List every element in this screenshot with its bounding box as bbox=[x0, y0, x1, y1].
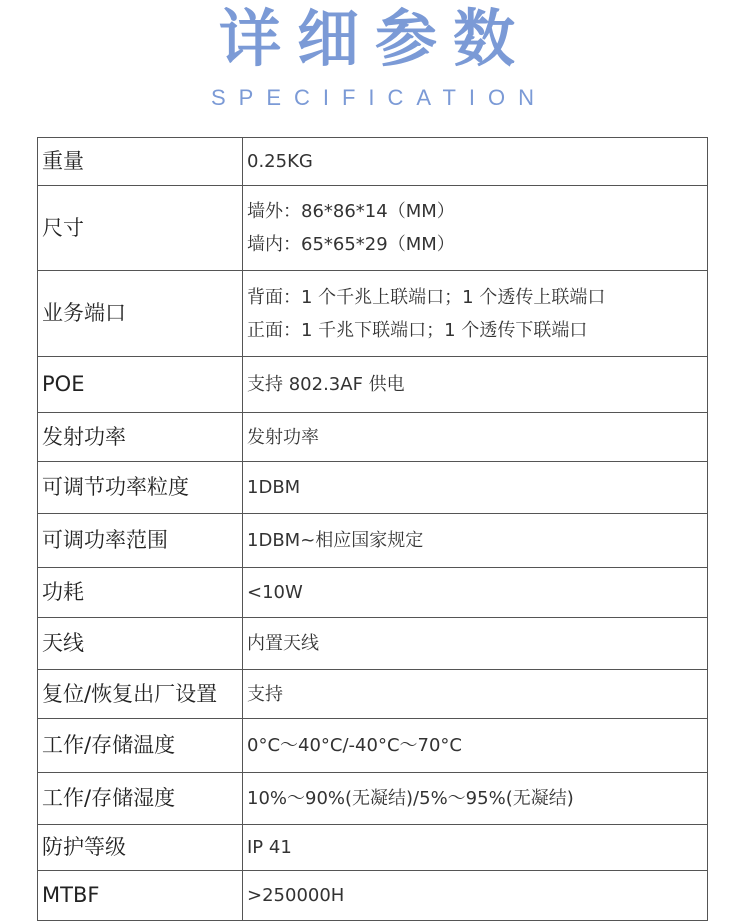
row-label: 工作/存储湿度 bbox=[38, 773, 243, 825]
row-value bbox=[243, 186, 708, 271]
row-label: 尺寸 bbox=[38, 186, 243, 271]
value-line: 10%～90%(无凝结)/5%～95%(无凝结) bbox=[247, 788, 574, 809]
row-value bbox=[243, 871, 708, 921]
row-label: 业务端口 bbox=[38, 271, 243, 357]
value-line: 1DBM bbox=[247, 477, 301, 498]
row-label: POE bbox=[38, 357, 243, 413]
table-row bbox=[38, 462, 708, 514]
value-line: 正面：1 千兆下联端口；1 个透传下联端口 bbox=[247, 319, 588, 341]
table-row bbox=[38, 138, 708, 186]
row-label: 天线 bbox=[38, 618, 243, 670]
value-line: 背面：1 个千兆上联端口；1 个透传上联端口 bbox=[247, 286, 606, 308]
table-row bbox=[38, 186, 708, 271]
table-row bbox=[38, 618, 708, 670]
value-line: 0.25KG bbox=[247, 151, 313, 172]
row-label: 防护等级 bbox=[38, 825, 243, 871]
value-line: 支持 bbox=[247, 683, 283, 705]
table-row bbox=[38, 871, 708, 921]
row-value bbox=[243, 271, 708, 357]
table-row bbox=[38, 357, 708, 413]
spec-table bbox=[37, 137, 708, 921]
table-row bbox=[38, 670, 708, 719]
row-value bbox=[243, 568, 708, 618]
row-label: 重量 bbox=[38, 138, 243, 186]
value-line: 1DBM~相应国家规定 bbox=[247, 530, 424, 551]
row-label: 可调功率范围 bbox=[38, 514, 243, 568]
row-value bbox=[243, 719, 708, 773]
table-row bbox=[38, 773, 708, 825]
row-value bbox=[243, 357, 708, 413]
table-row bbox=[38, 825, 708, 871]
row-label: 工作/存储温度 bbox=[38, 719, 243, 773]
value-line: 发射功率 bbox=[247, 426, 319, 448]
row-value bbox=[243, 825, 708, 871]
value-line: 墙外：86*86*14（MM） bbox=[247, 201, 455, 222]
row-label: 功耗 bbox=[38, 568, 243, 618]
row-label: 发射功率 bbox=[38, 413, 243, 462]
value-line: 0°C～40°C/-40°C～70°C bbox=[247, 735, 462, 756]
value-line: 墙内：65*65*29（MM） bbox=[247, 234, 455, 255]
table-row bbox=[38, 413, 708, 462]
table-row bbox=[38, 514, 708, 568]
value-line: 支持 802.3AF 供电 bbox=[247, 374, 405, 395]
page-subtitle: SPECIFICATION bbox=[210, 85, 548, 110]
row-value bbox=[243, 138, 708, 186]
row-label: MTBF bbox=[38, 871, 243, 921]
table-row bbox=[38, 719, 708, 773]
value-line: 内置天线 bbox=[247, 633, 319, 654]
row-value bbox=[243, 514, 708, 568]
row-value bbox=[243, 773, 708, 825]
table-row bbox=[38, 271, 708, 357]
row-value bbox=[243, 670, 708, 719]
row-label: 复位/恢复出厂设置 bbox=[38, 670, 243, 719]
row-label: 可调节功率粒度 bbox=[38, 462, 243, 514]
value-line: IP 41 bbox=[247, 837, 292, 858]
row-value bbox=[243, 618, 708, 670]
value-line: >250000H bbox=[247, 885, 345, 906]
table-row bbox=[38, 568, 708, 618]
row-value bbox=[243, 413, 708, 462]
row-value bbox=[243, 462, 708, 514]
value-line: <10W bbox=[247, 582, 303, 603]
page-title: 详细参数 bbox=[218, 2, 531, 75]
